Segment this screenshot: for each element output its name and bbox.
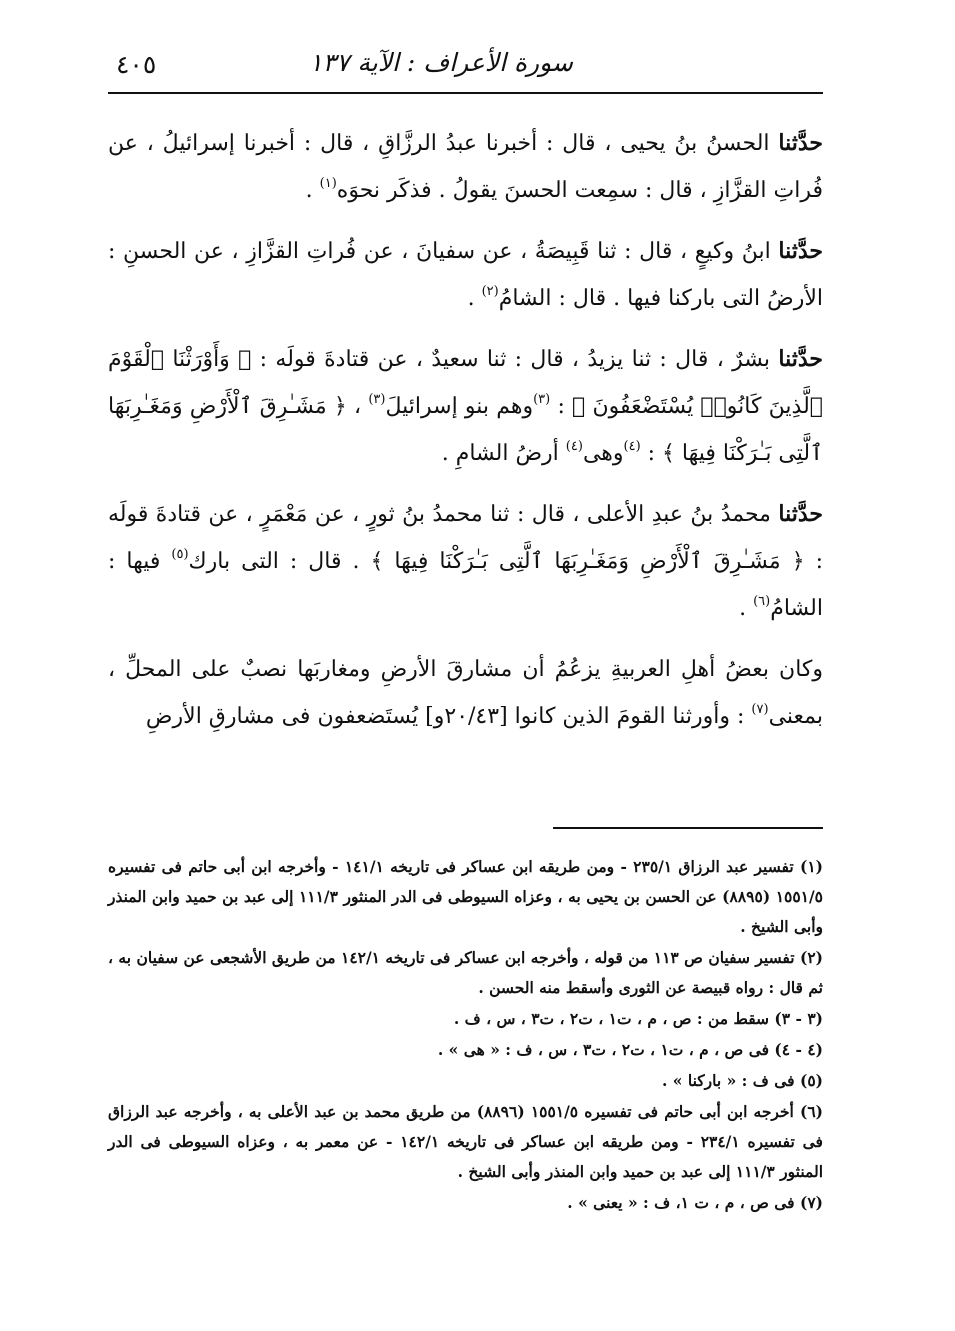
footnote-marker[interactable]: (٣) [368, 392, 386, 407]
page-number: ٤٠٥ [116, 50, 157, 79]
page-header [108, 40, 823, 94]
footnote-marker[interactable]: (٦) [753, 594, 771, 609]
footnote-7: (٧) فى ص ، م ، ت ١، ف : « يعنى » . [567, 1193, 823, 1212]
paragraph-end: : وأورثنا القومَ الذين كانوا [٢٠/٤٣و] يُستَضعفون فى مشارقِ الأرضِ [145, 704, 752, 729]
footnote-marker[interactable]: (٧) [751, 702, 769, 717]
paragraph-lead: حدَّثنا [778, 130, 823, 156]
footnote-separator [553, 827, 823, 829]
footnote-5: (٥) فى ف : « باركنا » . [662, 1071, 823, 1090]
footnote-4: (٤ - ٤) فى ص ، م ، ت١ ، ت٢ ، ت٣ ، س ، ف : « هى » . [437, 1040, 823, 1059]
paragraph-5 [108, 646, 823, 740]
footnote-3: (٣ - ٣) سقط من : ص ، م ، ت١ ، ت٢ ، ت٣ ، س ، ف . [453, 1009, 823, 1028]
running-title: سورة الأعراف : الآية ١٣٧ [309, 48, 573, 77]
paragraph-text: وكان بعضُ أهلِ العربيةِ يزعُمُ أن مشارقَ الأرضِ ومغاربَها نصبٌ على المحلِّ ، بمعنى [108, 657, 823, 729]
paragraph-lead: حدَّثنا [778, 238, 824, 264]
paragraph-4 [108, 491, 823, 632]
footnote-marker[interactable]: (٢) [481, 284, 499, 299]
paragraph-lead: حدَّثنا [778, 346, 823, 372]
footnote-marker[interactable]: (١) [319, 176, 337, 191]
paragraph-text: ، ﴿ مَشَـٰرِقَ ٱلْأَرْضِ وَمَغَـٰرِبَهَا ٱلَّتِى بَـٰرَكْنَا فِيهَا ﴾ : [108, 394, 823, 466]
paragraph-1 [108, 120, 823, 214]
paragraph-lead: حدَّثنا [778, 501, 823, 527]
footnotes [108, 852, 823, 1219]
footnote-marker[interactable]: (٤) [565, 439, 583, 454]
paragraph-text: محمدُ بنُ عبدِ الأعلى ، قال : ثنا محمدُ بنُ ثورٍ ، عن مَعْمَرٍ ، عن قتادةَ قولَه : ﴿ مَشَـٰرِقَ ٱلْأَرْضِ وَمَغَـٰرِبَهَا ٱلَّتِى بَـٰرَكْنَا فِيهَا ﴾ . قال : التى بارك [108, 502, 823, 574]
footnote-marker[interactable]: (٥) [171, 547, 189, 562]
paragraph-text: فيها : الشامُ [108, 549, 823, 621]
paragraph-text: بشرٌ ، قال : ثنا يزيدُ ، قال : ثنا سعيدٌ ، عن قتادةَ قولَه : ﴿ وَأَوْرَثْنَا ٱلْقَوْمَ ٱلَّذِينَ كَانُوا۟ يُسْتَضْعَفُونَ ﴾ : [108, 347, 823, 419]
paragraph-text: الحسنُ بنُ يحيى ، قال : أخبرنا عبدُ الرزَّاقِ ، قال : أخبرنا إسرائيلُ ، عن فُراتِ القزَّازِ ، قال : سمِعت الحسنَ يقولُ . فذكَر نحوَه [108, 131, 823, 203]
footnote-6: (٦) أخرجه ابن أبى حاتم فى تفسيره ١٥٥١/٥ (٨٨٩٦) من طريق محمد بن عبد الأعلى به ، وأخرجه عبد الرزاق فى تفسيره ٢٣٤/١ - ومن طريقه ابن عساكر فى تاريخه ١٤٢/١ - عن معمر به ، وعزاه السيوطى فى الدر المنثور ١١١/٣ إلى عبد بن حميد وابن المنذر وأبى الشيخ . [108, 1102, 823, 1181]
footnote-marker[interactable]: (٣) [533, 392, 551, 407]
paragraph-3 [108, 336, 823, 477]
main-text [108, 120, 823, 740]
paragraph-2 [108, 228, 823, 322]
footnote-marker[interactable]: (٤) [623, 439, 641, 454]
paragraph-end: . [467, 286, 482, 311]
footnote-2: (٢) تفسير سفيان ص ١١٣ من قوله ، وأخرجه ابن عساكر فى تاريخه ١٤٢/١ من طريق الأشجعى عن سفيان به ، ثم قال : رواه قبيصة عن الثورى وأسقط منه الحسن . [108, 948, 823, 997]
paragraph-text: وهى [582, 441, 624, 466]
paragraph-end: . [739, 596, 754, 621]
footnote-1: (١) تفسير عبد الرزاق ٢٣٥/١ - ومن طريقه ابن عساكر فى تاريخه ١٤١/١ - وأخرجه ابن أبى حاتم فى تفسيره ١٥٥١/٥ (٨٨٩٥) عن الحسن بن يحيى به ، وعزاه السيوطى فى الدر المنثور ١١١/٣ إلى عبد بن حميد وابن المنذر وأبى الشيخ . [108, 857, 823, 936]
paragraph-end: أرضُ الشامِ . [441, 441, 566, 466]
paragraph-text: ابنُ وكيعٍ ، قال : ثنا قَبِيصَةُ ، عن سفيانَ ، عن فُراتِ القزَّازِ ، عن الحسنِ : الأرضُ التى باركنا فيها . قال : الشامُ [108, 239, 823, 311]
paragraph-text: وهم بنو إسرائيلَ [385, 394, 534, 419]
paragraph-end: . [305, 178, 320, 203]
